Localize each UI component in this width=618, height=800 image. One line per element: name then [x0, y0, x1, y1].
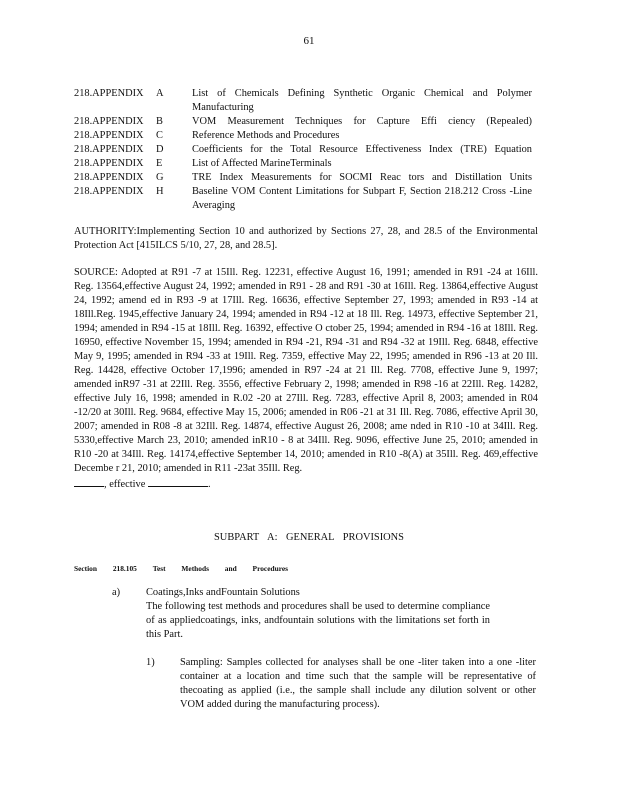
- appendix-id: 218.APPENDIX: [74, 158, 144, 169]
- appendix-id: 218.APPENDIX: [74, 172, 144, 183]
- blank-line: [148, 476, 208, 487]
- appendix-list: [74, 87, 554, 213]
- appendix-title: VOM Measurement Techniques for Capture Effi ciency (Repealed): [192, 116, 532, 127]
- appendix-id: 218.APPENDIX: [74, 116, 144, 127]
- section-title: Test Methods and Procedures: [152, 564, 288, 573]
- appendix-letter: D: [156, 144, 164, 155]
- subsection-body: The following test methods and procedures shall be used to determine compliance of as appliedcoatings, inks, andfountain solutions with the limitations set forth in this Part.: [146, 601, 490, 640]
- appendix-row: [74, 143, 554, 157]
- subsection-body: Sampling: Samples collected for analyses shall be one -liter taken into a one -liter container at a location and time such that the sample will be representative of thecoating as applied (i.e., the sample shall include any dilution solvent or other VOM added during the manufacturing process).: [180, 657, 536, 710]
- appendix-letter: H: [156, 186, 164, 197]
- appendix-title: List of Chemicals Defining Synthetic Organic Chemical and Polymer Manufacturing: [192, 88, 532, 113]
- page-number: 61: [303, 35, 315, 47]
- appendix-row: [74, 171, 554, 185]
- source-text: SOURCE: Adopted at R91 -7 at 15Ill. Reg. 12231, effective August 16, 1991; amended in R91 -24 at 16Ill. Reg. 13564,effective August 24, 1992; amended in R91 - 28 and R91 -30 at 16Ill. Reg. 13864,effective August 24, 1992; amend ed in R93 -9 at 17Ill. Reg. 16636, effective September 27, 1993; amended in R93 -14 at 18Ill.Reg. 1945,effective January 24, 1994; amended in R94 -12 at 18 Ill. Reg. 14973, effective September 21, 1994; amended in R94 -15 at 18Ill. Reg. 16392, effective O ctober 25, 1994; amended in R94 -16 at 18Ill. Reg. 16950, effective November 15, 1994; amended in R94 -21, R94 -31 and R94 -32 at 19Ill. Reg. 6848, effective May 9, 1995; amended in R94 -33 at 19Ill. Reg. 7359, effective May 22, 1995; amended in R96 -13 at 20 Ill. Reg. 14428, effective October 17,1996; amended in R97 -24 at 21 Ill. Reg. 7708, effective June 9, 1997; amended inR97 -31 at 22Ill. Reg. 3556, effective February 2, 1998; amended in R98 -16 at 22Ill. Reg. 14282, effective July 16, 1998; amended in R.02 -20 at 27Ill. Reg. 7283, effective April 8, 2003; amended in R04 -12/20 at 30Ill. Reg. 9684, effective May 15, 2006; amended in R06 -21 at 31 Ill. Reg. 7086, effective April 30, 2007; amended in R08 -8 at 32Ill. Reg. 14874, effective August 26, 2008; ame nded in R10 -10 at 34Ill. Reg. 5330,effective March 23, 2010; amended inR10 - 8 at 34Ill. Reg. 9096, effective June 25, 2010; amended in R10 -20 at 34Ill. Reg. 14174,effective September 14, 2010; amended in R10 -8(A) at 35Ill. Reg. 469,effective Decembe r 21, 2010; amended in R11 -23at 35Ill. Reg.: [74, 267, 538, 474]
- subsection-marker: a): [112, 587, 121, 598]
- appendix-id: 218.APPENDIX: [74, 186, 144, 197]
- blank-line: [74, 476, 104, 487]
- subsection-marker: 1): [146, 657, 155, 668]
- source-tail: , effective: [104, 479, 146, 490]
- appendix-row: [74, 157, 554, 171]
- appendix-row: [74, 185, 554, 213]
- subpart-title: SUBPART A: GENERAL PROVISIONS: [214, 532, 404, 543]
- appendix-id: 218.APPENDIX: [74, 88, 144, 99]
- source-note: SOURCE: Adopted at R91 -7 at 15Ill. Reg. 12231, effective August 16, 1991; amended in R91 -24 at 16Ill. Reg. 13564,effective August 24, 1992; amended in R91 - 28 and R91 -30 at 16Ill. Reg. 13864,effective August 24, 1992; amend ed in R93 -9 at 17Ill. Reg. 16636, effective September 27, 1993; amended in R93 -14 at 18Ill.Reg. 1945,effective January 24, 1994; amended in R94 -12 at 18 Ill. Reg. 14973, effective September 21, 1994; amended in R94 -15 at 18Ill. Reg. 16392, effective O ctober 25, 1994; amended in R94 -16 at 18Ill. Reg. 16950, effective November 15, 1994; amended in R94 -21, R94 -31 and R94 -32 at 19Ill. Reg. 6848, effective May 9, 1995; amended in R94 -33 at 19Ill. Reg. 7359, effective May 22, 1995; amended in R96 -13 at 20 Ill. Reg. 14428, effective October 17,1996; amended in R97 -24 at 21 Ill. Reg. 7708, effective June 9, 1997; amended inR97 -31 at 22Ill. Reg. 3556, effective February 2, 1998; amended in R98 -16 at 22Ill. Reg. 14282, effective July 16, 1998; amended in R.02 -20 at 27Ill. Reg. 7283, effective April 8, 2003; amended in R04 -12/20 at 30Ill. Reg. 9684, effective May 15, 2006; amended in R06 -21 at 31 Ill. Reg. 7086, effective April 30, 2007; amended in R08 -8 at 32Ill. Reg. 14874, effective August 26, 2008; ame nded in R10 -10 at 34Ill. Reg. 5330,effective March 23, 2010; amended inR10 - 8 at 34Ill. Reg. 9096, effective June 25, 2010; amended in R10 -20 at 34Ill. Reg. 14174,effective September 14, 2010; amended in R10 -8(A) at 35Ill. Reg. 469,effective Decembe r 21, 2010; amended in R11 -23at 35Ill. Reg. , effective .: [74, 267, 538, 490]
- appendix-row: [74, 115, 554, 129]
- appendix-title: TRE Index Measurements for SOCMI Reac tors and Distillation Units: [192, 172, 532, 183]
- appendix-id: 218.APPENDIX: [74, 144, 144, 155]
- appendix-row: [74, 129, 554, 143]
- appendix-title: List of Affected MarineTerminals: [192, 158, 332, 169]
- appendix-title: Coefficients for the Total Resource Effectiveness Index (TRE) Equation: [192, 144, 532, 155]
- appendix-letter: B: [156, 116, 163, 127]
- appendix-title: Reference Methods and Procedures: [192, 130, 340, 141]
- authority-note: AUTHORITY:Implementing Section 10 and authorized by Sections 27, 28, and 28.5 of the Environmental Protection Act [415ILCS 5/10, 27, 28, and 28.5].: [74, 226, 538, 251]
- subsection-heading: Coatings,Inks andFountain Solutions: [146, 587, 300, 598]
- appendix-id: 218.APPENDIX: [74, 130, 144, 141]
- appendix-title: Baseline VOM Content Limitations for Subpart F, Section 218.212 Cross -Line Averaging: [192, 186, 532, 211]
- appendix-row: [74, 87, 554, 115]
- appendix-letter: E: [156, 158, 163, 169]
- appendix-letter: G: [156, 172, 164, 183]
- appendix-letter: C: [156, 130, 163, 141]
- appendix-letter: A: [156, 88, 164, 99]
- section-number: Section 218.105: [74, 564, 137, 573]
- section-heading: [74, 562, 288, 576]
